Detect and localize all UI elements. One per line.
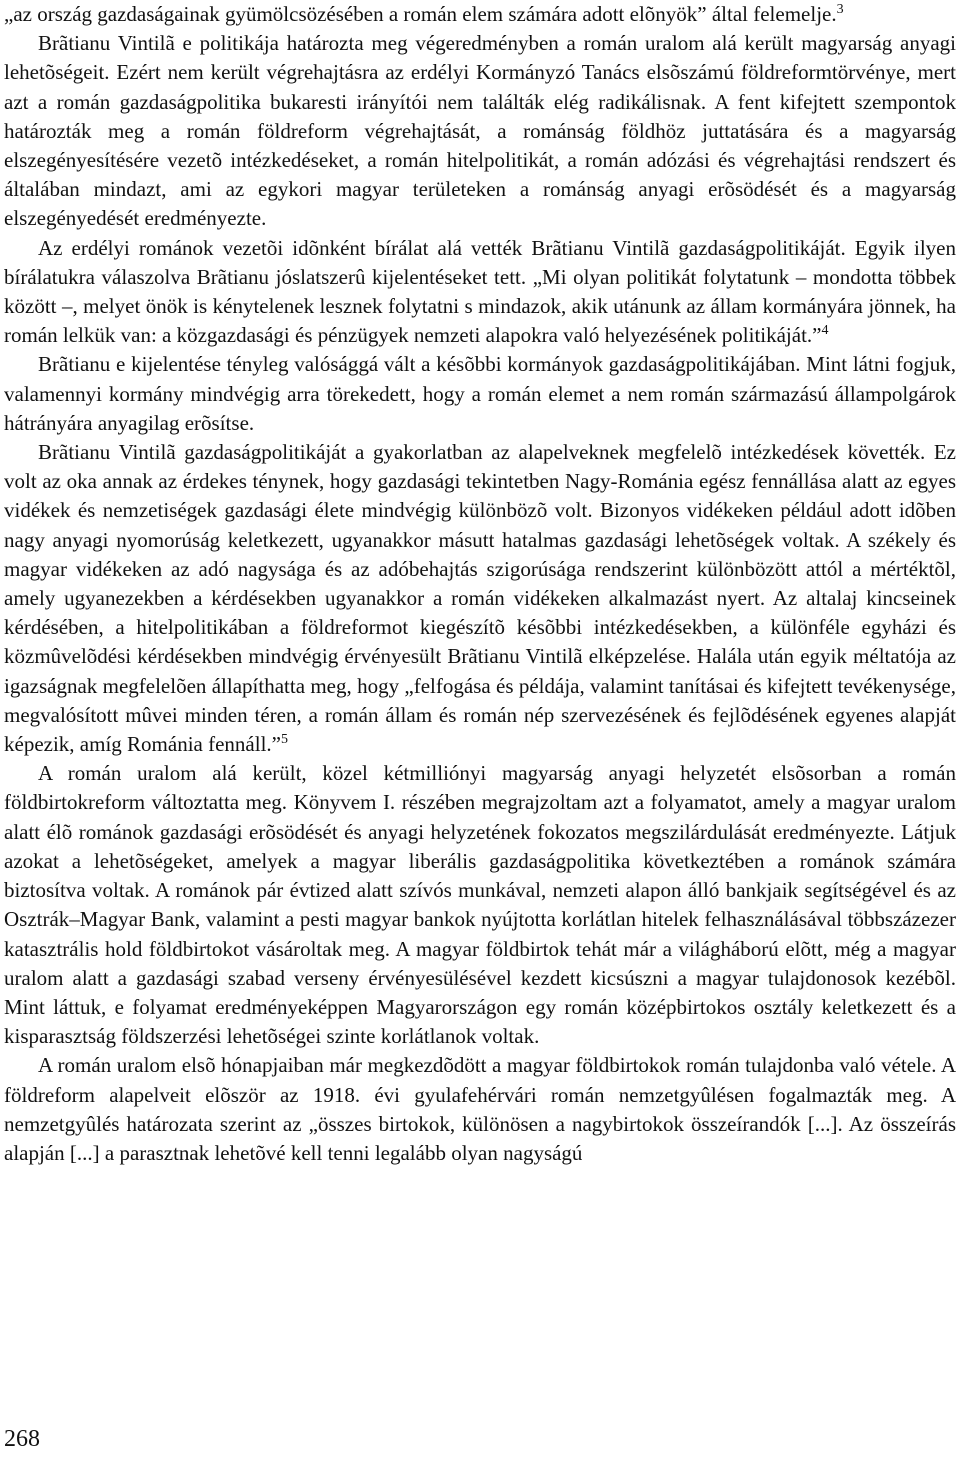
paragraph-5 — [4, 438, 956, 759]
footnote-ref-5[interactable]: 5 — [280, 732, 288, 748]
paragraph-5-text: Brãtianu Vintilã gazdaságpolitikáját a gyakorlatban az alapelveknek megfelelõ intézkedések követték. Ez volt az oka annak az érdekes ténynek, hogy gazdasági tekintetben Nagy-Románia egész fennállása alatt az egyes vidékek és nemzetiségek gazdasági élete mindvégig különbözõ volt. Bizonyos vidékeken például adott idõben nagy anyagi nyomorúság keletkezett, ugyanakkor másutt hatalmas gazdasági lehetõségek voltak. A székely és magyar vidékeken az adó nagysága és az adóbehajtás szigorúsága rendszerint különbözött attól a mértéktõl, amely ugyanezekben a kérdésekben ugyanakkor a román vidékeken alkalmazást nyert. Az altalaj kincseinek kérdésében, a hitelpolitikában a földreformot kiegészítõ késõbbi intézkedésekben, a különféle egyházi és közmûvelõdési kérdésekben mindvégig érvényesült Brãtianu Vintilã elképzelése. Halála után egyik méltatója az igazságnak megfelelõen állapíthatta meg, hogy „felfogása és példája, valamint tanításai és kifejtett tevékenysége, megvalósított mûvei minden téren, a román állam és román nép szervezésének és fejlõdésének egyenes alapját képezik, amíg Románia fennáll.” — [4, 440, 956, 757]
paragraph-3 — [4, 234, 956, 351]
paragraph-3-text: Az erdélyi románok vezetõi idõnként bírálat alá vették Brãtianu Vintilã gazdaságpolitikáját. Egyik ilyen bírálatukra válaszolva Brãtianu jóslatszerû kijelentéseket tett. „Mi olyan politikát folytatunk – mondotta többek között –, melyet önök is kénytelenek lesznek folytatni s mindazok, akik utánunk az állam kormányára jönnek, ha román lelkük van: a közgazdasági és pénzügyek nemzeti alapokra való helyezésének politikáját.” — [4, 235, 956, 348]
paragraph-2: Brãtianu Vintilã e politikája határozta meg végeredményben a román uralom alá került magyarság anyagi lehetõségeit. Ezért nem került végrehajtásra az erdélyi Kormányzó Tanács elsõszámú földreformtörvénye, mert azt a román gazdaságpolitika bukaresti irányítói nem találták elég radikálisnak. A fent kifejtett szempontok határozták meg a román földreform végrehajtását, a románság földhöz juttatására és a magyarság elszegényesítésére vezetõ intézkedéseket, a román hitelpolitikát, a román adózási és végrehajtási rendszert és általában mindazt, ami az egykori magyar területeken a románság anyagi erõsödését és a magyarság elszegényedését eredményezte. — [4, 31, 956, 231]
paragraph-1 — [4, 0, 956, 29]
footnote-ref-3[interactable]: 3 — [836, 2, 844, 17]
paragraph-7: A román uralom elsõ hónapjaiban már megkezdõdött a magyar földbirtokok román tulajdonba való vétele. A földreform alapelveit elõször az 1918. évi gyulafehérvári román nemzetgyûlésen fogalmazták meg. A nemzetgyûlés határozata szerint az „összes birtokok, különösen a nagybirtokok összeírandók [...]. Az összeírás alapján [...] a parasztnak lehetõvé kell tenni legalább olyan nagyságú — [4, 1053, 956, 1165]
paragraph-4: Brãtianu e kijelentése tényleg valósággá vált a késõbbi kormányok gazdaságpolitikájában. Mint látni fogjuk, valamennyi kormány mindvégig arra törekedett, hogy a román elemet a nem román származású állampolgárok hátrányára anyagilag erõsítse. — [4, 352, 956, 435]
footnote-ref-4[interactable]: 4 — [821, 323, 829, 339]
page-number: 268 — [4, 1426, 40, 1452]
document-body — [4, 0, 956, 1168]
paragraph-6: A román uralom alá került, közel kétmilliónyi magyarság anyagi helyzetét elsõsorban a román földbirtokreform változtatta meg. Könyvem I. részében megrajzoltam azt a folyamatot, amely a magyar uralom alatt élõ románok gazdasági erõsödését és anyagi helyzetének fokozatos megszilárdulását eredményezte. Látjuk azokat a lehetõségeket, amelyek a magyar liberális gazdaságpolitika következtében a románok számára biztosítva voltak. A románok pár évtized alatt szívós munkával, nemzeti alapon álló bankjaik segítségével és az Osztrák–Magyar Bank, valamint a pesti magyar bankok nyújtotta korlátlan hitelek felhasználásával többszázezer katasztrális hold földbirtokot vásároltak meg. A magyar földbirtok tehát már a világháború elõtt, még a magyar uralom alatt a gazdasági szabad verseny érvényesülésével kezdett kicsúszni a magyar tulajdonosok kezébõl. Mint láttuk, e folyamat eredményeképpen Magyarországon egy román középbirtokos osztály keletkezett és a kisparasztság földszerzési lehetõségei szinte korlátlanok voltak. — [4, 761, 956, 1049]
paragraph-1-text: „az ország gazdaságainak gyümölcsözésében a román elem számára adott elõnyök” által felemelje. — [4, 2, 837, 26]
